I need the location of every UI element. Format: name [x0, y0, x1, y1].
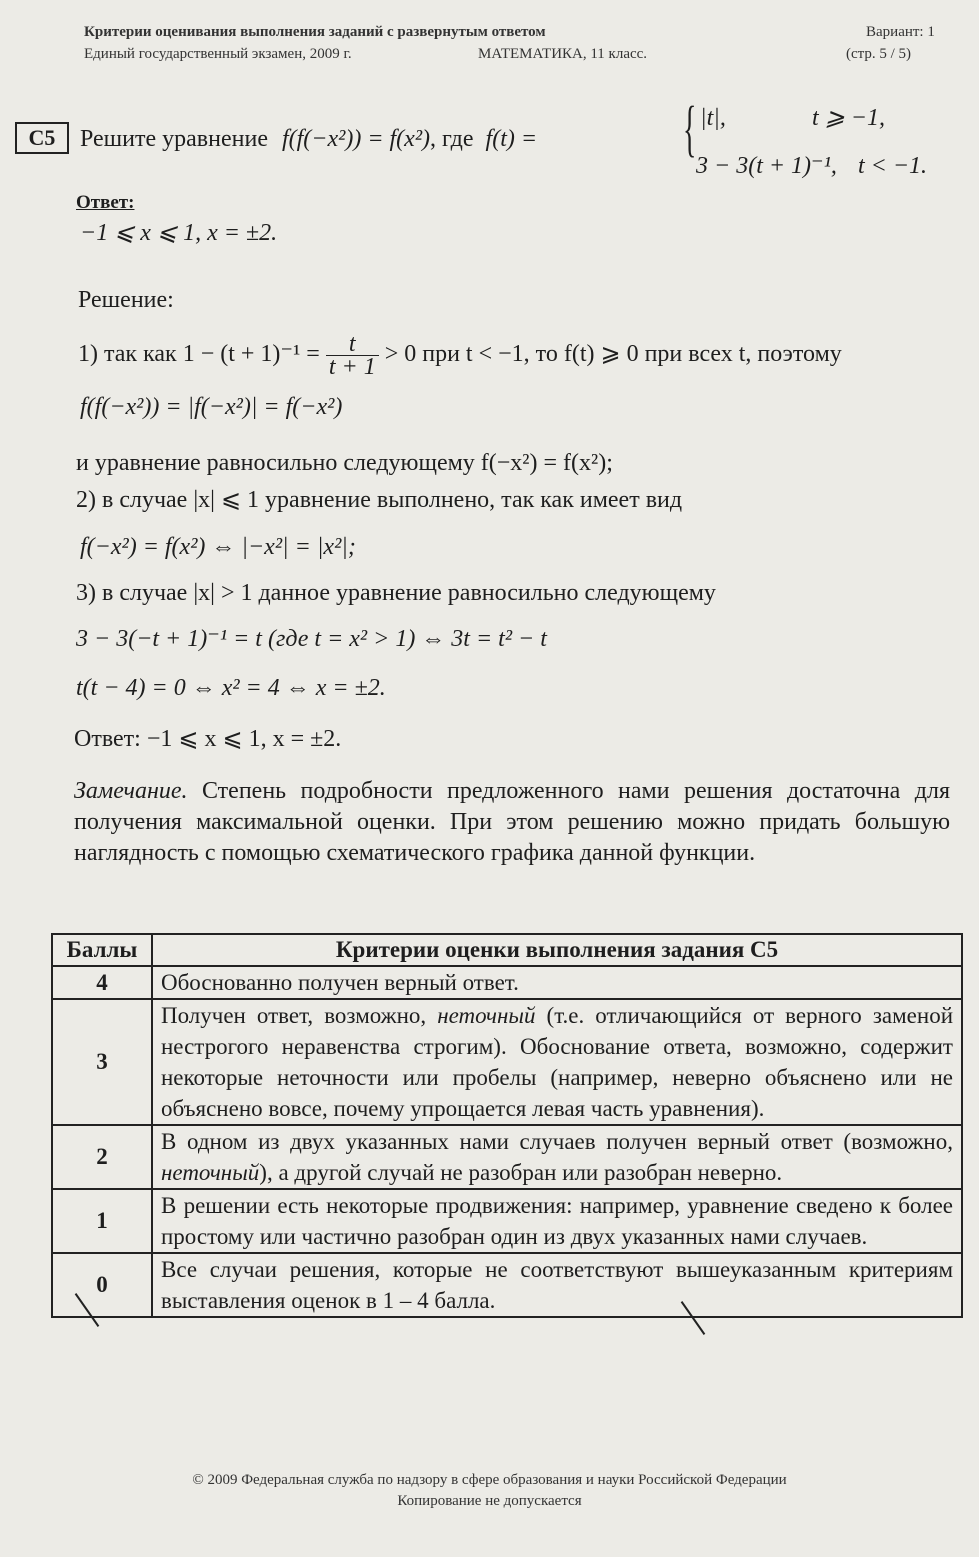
- col-score-header: Баллы: [52, 934, 152, 966]
- criteria-cell: [152, 999, 962, 1125]
- remark: [74, 776, 950, 869]
- task-prompt: [80, 124, 537, 154]
- step1-text-b: > 0 при t < −1, то f(t) ⩾ 0 при всех t, поэтому: [384, 341, 842, 368]
- footer-notice: Копирование не допускается: [397, 1493, 582, 1509]
- score-cell: 2: [52, 1125, 152, 1189]
- header-exam: Единый государственный экзамен, 2009 г.: [84, 46, 352, 62]
- table-row: [52, 1253, 962, 1317]
- task-equation: f(f(−x²)) = f(x²): [281, 126, 431, 152]
- step3-equation-1: 3 − 3(−t + 1)⁻¹ = t (где t = x² > 1) ⇔ 3t = t² − t: [76, 626, 547, 652]
- criteria-cell: Обоснованно получен верный ответ.: [152, 966, 962, 999]
- criteria-text: Получен ответ, возможно,: [161, 1003, 427, 1028]
- piecewise-brace: {: [683, 95, 697, 163]
- criteria-italic: неточный: [161, 1160, 260, 1185]
- score-cell: 3: [52, 999, 152, 1125]
- solution-heading: Решение:: [78, 287, 174, 313]
- score-cell: 1: [52, 1189, 152, 1253]
- fraction-denominator: t + 1: [328, 354, 376, 380]
- criteria-cell: В решении есть некоторые продвижения: например, уравнение сведено к более простому или частично разобран один из двух указанных нами случаев.: [152, 1189, 962, 1253]
- score-cell: 4: [52, 966, 152, 999]
- task-label-box: C5: [15, 122, 69, 154]
- header-variant: Вариант: 1: [866, 24, 935, 40]
- header-subject: МАТЕМАТИКА, 11 класс.: [478, 46, 648, 62]
- score-cell: 0: [52, 1253, 152, 1317]
- task-func-def: f(t) =: [485, 126, 538, 152]
- step2-text: 2) в случае |x| ⩽ 1 уравнение выполнено, так как имеет вид: [76, 487, 683, 513]
- table-row: [52, 1189, 962, 1253]
- criteria-italic: неточный: [437, 1003, 536, 1028]
- step3-equation-2: t(t − 4) = 0 ⇔ x² = 4 ⇔ x = ±2.: [76, 675, 386, 701]
- step1-equation: f(f(−x²)) = |f(−x²)| = f(−x²): [80, 394, 343, 420]
- case2-expr: 3 − 3(t + 1)⁻¹,: [696, 153, 837, 179]
- step3-text: 3) в случае |x| > 1 данное уравнение равносильно следующему: [76, 580, 716, 606]
- header-title: Критерии оценивания выполнения заданий с развернутым ответом: [84, 24, 546, 40]
- remark-text: Степень подробности предложенного нами решения достаточна для получения максимальной оценки. При этом решению можно придать большую наглядность с помощью схематического графика данной функции.: [74, 778, 950, 866]
- criteria-text: В одном из двух указанных нами случаев получен верный ответ (возможно,: [161, 1129, 953, 1154]
- task-prompt-text: Решите уравнение: [80, 126, 268, 152]
- step1-fraction: [326, 333, 379, 378]
- table-row: [52, 1125, 962, 1189]
- criteria-table: [51, 933, 963, 1318]
- col-criteria-header: Критерии оценки выполнения задания С5: [152, 934, 962, 966]
- solution-final-answer: Ответ: −1 ⩽ x ⩽ 1, x = ±2.: [74, 726, 342, 752]
- table-header-row: [52, 934, 962, 966]
- remark-label: Замечание.: [74, 778, 188, 804]
- criteria-cell: [152, 1125, 962, 1189]
- case1-cond: t ⩾ −1,: [812, 105, 885, 131]
- case1-expr: |t|,: [700, 105, 726, 131]
- answer-value: −1 ⩽ x ⩽ 1, x = ±2.: [80, 220, 278, 246]
- solution-step1: [78, 333, 842, 378]
- table-row: [52, 999, 962, 1125]
- table-row: [52, 966, 962, 999]
- step1-text-a: 1) так как 1 − (t + 1)⁻¹ =: [78, 341, 320, 368]
- header-page: (стр. 5 / 5): [846, 46, 912, 62]
- criteria-text: (т.е. отличающийся от верного заменой нестрогого неравенства строгим). Обоснование ответа, возможно, содержит некоторые неточности или пробелы (например, неверно объяснено или не объяснено вовсе, почему упрощается левая часть уравнения).: [161, 1003, 954, 1121]
- fraction-numerator: t: [326, 333, 379, 356]
- task-where: , где: [430, 126, 474, 152]
- criteria-text: ), а другой случай не разобран или разобран неверно.: [259, 1160, 783, 1185]
- step1-conclusion: и уравнение равносильно следующему f(−x²) = f(x²);: [76, 450, 613, 476]
- criteria-cell: Все случаи решения, которые не соответствуют вышеуказанным критериям выставления оценок в 1 – 4 балла.: [152, 1253, 962, 1317]
- step2-equation: f(−x²) = f(x²) ⇔ |−x²| = |x²|;: [80, 534, 356, 560]
- footer-copyright: © 2009 Федеральная служба по надзору в сфере образования и науки Российской Федерации: [192, 1472, 787, 1488]
- answer-label: Ответ:: [76, 192, 135, 213]
- case2-cond: t < −1.: [858, 153, 928, 179]
